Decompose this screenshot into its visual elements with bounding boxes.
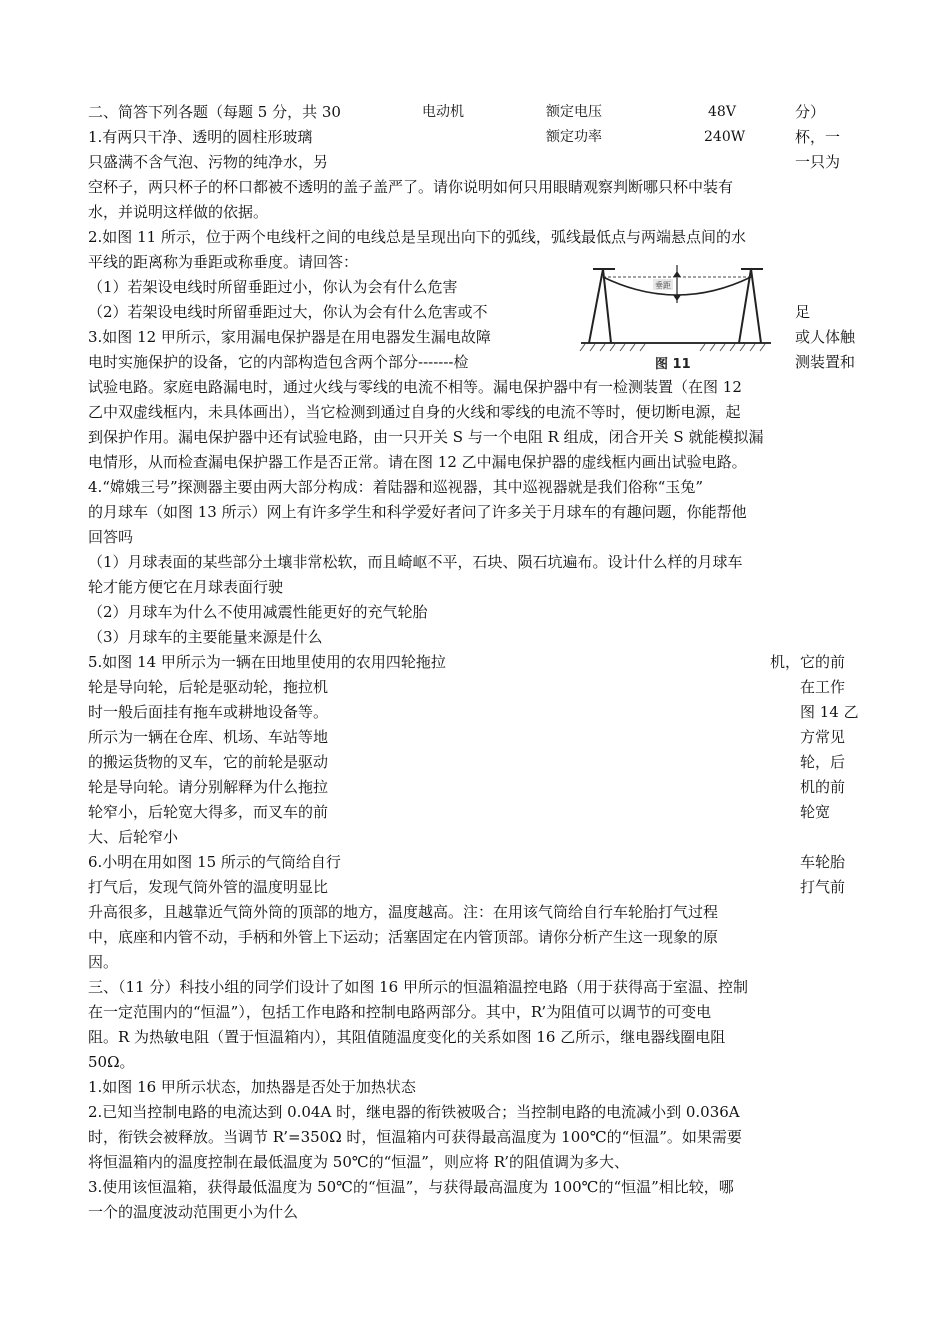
q5-line-7: 轮窄小，后轮宽大得多，而叉车的前 xyxy=(88,803,329,821)
table-key-power: 额定功率 xyxy=(546,129,602,145)
q4-line-3: 回答吗 xyxy=(88,528,134,546)
q3-line-1: 3.如图 12 甲所示，家用漏电保护器是在用电器发生漏电故障 xyxy=(88,328,491,346)
q3-line-2: 电时实施保护的设备，它的内部构造包含两个部分-------检 xyxy=(88,353,469,371)
q2-sub-2: （2）若架设电线时所留垂距过大，你认为会有什么危害或不 xyxy=(88,303,488,321)
right-frag: 杯，一 xyxy=(795,128,841,146)
q1-line-4: 水，并说明这样做的依据。 xyxy=(88,203,269,221)
s3-q3-line-1: 3.使用该恒温箱，获得最低温度为 50℃的“恒温”，与获得最高温度为 100℃的“恒温”相比较，哪 xyxy=(88,1178,734,1196)
q4-sub-1: （1）月球表面的某些部分土壤非常松软，而且崎岖不平，石块、陨石坑遍布。设计什么样的月球车 xyxy=(88,553,743,571)
table-value-voltage: 48V xyxy=(708,104,736,120)
q5-line-3: 时一般后面挂有拖车或耕地设备等。 xyxy=(88,703,329,721)
q5-line-4: 所示为一辆在仓库、机场、车站等地 xyxy=(88,728,329,746)
figure-11-caption: 图 11 xyxy=(655,357,691,372)
q1-line-1: 1.有两只干净、透明的圆柱形玻璃 xyxy=(88,128,313,146)
q6-line-3: 升高很多，且越靠近气筒外筒的顶部的地方，温度越高。注：在用该气筒给自行车轮胎打气过程 xyxy=(88,903,719,921)
q4-sub-3: （3）月球车的主要能量来源是什么 xyxy=(88,628,323,646)
right-frag: 车轮胎 xyxy=(800,853,846,871)
q6-line-1: 6.小明在用如图 15 所示的气筒给自行 xyxy=(88,853,341,871)
right-frag: 或人体触 xyxy=(795,328,856,346)
right-frag: 轮宽 xyxy=(800,803,831,821)
table-value-power: 240W xyxy=(704,129,746,145)
section-two-heading: 二、简答下列各题（每题 5 分，共 30 xyxy=(88,103,341,121)
table-motor-label: 电动机 xyxy=(422,104,464,120)
right-frag: 分） xyxy=(795,103,826,121)
right-frag: 在工作 xyxy=(800,678,846,696)
q5-line-8: 大、后轮窄小 xyxy=(88,828,179,846)
section-three-line-3: 阻。R 为热敏电阻（置于恒温箱内），其阻值随温度变化的关系如图 16 乙所示，继电器线圈电阻 xyxy=(88,1028,726,1046)
q1-line-2: 只盛满不含气泡、污物的纯净水，另 xyxy=(88,153,329,171)
right-frag: 足 xyxy=(795,303,811,321)
q2-sub-1: （1）若架设电线时所留垂距过小，你认为会有什么危害 xyxy=(88,278,458,296)
q5-line-2: 轮是导向轮，后轮是驱动轮，拖拉机 xyxy=(88,678,329,696)
section-three-line-2: 在一定范围内的“恒温”），包括工作电路和控制电路两部分。其中，R’为阻值可以调节的可变电 xyxy=(88,1003,712,1021)
q2-line-1: 2.如图 11 所示，位于两个电线杆之间的电线总是呈现出向下的弧线，弧线最低点与两端悬点间的水 xyxy=(88,228,746,246)
table-key-voltage: 额定电压 xyxy=(546,104,602,120)
right-frag: 机的前 xyxy=(800,778,846,796)
right-frag: 图 14 乙 xyxy=(800,703,859,721)
s3-q2-line-3: 将恒温箱内的温度控制在最低温度为 50℃的“恒温”，则应将 R’的阻值调为多大、 xyxy=(88,1153,629,1171)
right-frag: 方常见 xyxy=(800,728,846,746)
q4-sub-1-cont: 轮才能方便它在月球表面行驶 xyxy=(88,578,284,596)
right-frag: 测装置和 xyxy=(795,353,856,371)
q4-line-1: 4.“嫦娥三号”探测器主要由两大部分构成：着陆器和巡视器，其中巡视器就是我们俗称“玉兔” xyxy=(88,478,703,496)
q3-line-6: 电情形，从而检查漏电保护器工作是否正常。请在图 12 乙中漏电保护器的虚线框内画出试验电路。 xyxy=(88,453,747,471)
q6-line-2: 打气后，发现气筒外管的温度明显比 xyxy=(88,878,329,896)
s3-q2-line-2: 时，衔铁会被释放。当调节 R’=350Ω 时，恒温箱内可获得最高温度为 100℃的“恒温”。如果需要 xyxy=(88,1128,742,1146)
q3-line-4: 乙中双虚线框内，未具体画出），当它检测到通过自身的火线和零线的电流不等时，便切断电源，起 xyxy=(88,403,741,421)
q3-line-3: 试验电路。家庭电路漏电时，通过火线与零线的电流不相等。漏电保护器中有一检测装置（在图 12 xyxy=(88,378,742,396)
section-three-line-1: 三、（11 分）科技小组的同学们设计了如图 16 甲所示的恒温箱温控电路（用于获得高于室温、控制 xyxy=(88,978,748,996)
right-frag: 打气前 xyxy=(800,878,846,896)
figure-11-power-line xyxy=(575,255,775,355)
q5-line-1: 5.如图 14 甲所示为一辆在田地里使用的农用四轮拖拉 xyxy=(88,653,446,671)
right-frag: 一只为 xyxy=(795,153,841,171)
s3-q1: 1.如图 16 甲所示状态，加热器是否处于加热状态 xyxy=(88,1078,416,1096)
right-frag: 轮，后 xyxy=(800,753,846,771)
q3-line-5: 到保护作用。漏电保护器中还有试验电路，由一只开关 S 与一个电阻 R 组成，闭合开关 S 就能模拟漏 xyxy=(88,428,764,446)
q6-line-4: 中，底座和内管不动，手柄和外管上下运动；活塞固定在内管顶部。请你分析产生这一现象的原 xyxy=(88,928,719,946)
q4-sub-2: （2）月球车为什么不使用减震性能更好的充气轮胎 xyxy=(88,603,428,621)
q4-line-2: 的月球车（如图 13 所示）网上有许多学生和科学爱好者问了许多关于月球车的有趣问题，你能帮他 xyxy=(88,503,747,521)
right-frag: 机，它的前 xyxy=(770,653,846,671)
section-three-line-4: 50Ω。 xyxy=(88,1053,135,1071)
s3-q3-line-2: 一个的温度波动范围更小为什么 xyxy=(88,1203,299,1221)
q1-line-3: 空杯子，两只杯子的杯口都被不透明的盖子盖严了。请你说明如何只用眼睛观察判断哪只杯中装有 xyxy=(88,178,734,196)
q6-line-5: 因。 xyxy=(88,953,119,971)
sag-label: 垂距 xyxy=(655,281,671,290)
s3-q2-line-1: 2.已知当控制电路的电流达到 0.04A 时，继电器的衔铁被吸合；当控制电路的电流减小到 0.036A xyxy=(88,1103,740,1121)
q2-line-2: 平线的距离称为垂距或称垂度。请回答： xyxy=(88,253,359,271)
q5-line-5: 的搬运货物的叉车，它的前轮是驱动 xyxy=(88,753,329,771)
q5-line-6: 轮是导向轮。请分别解释为什么拖拉 xyxy=(88,778,329,796)
